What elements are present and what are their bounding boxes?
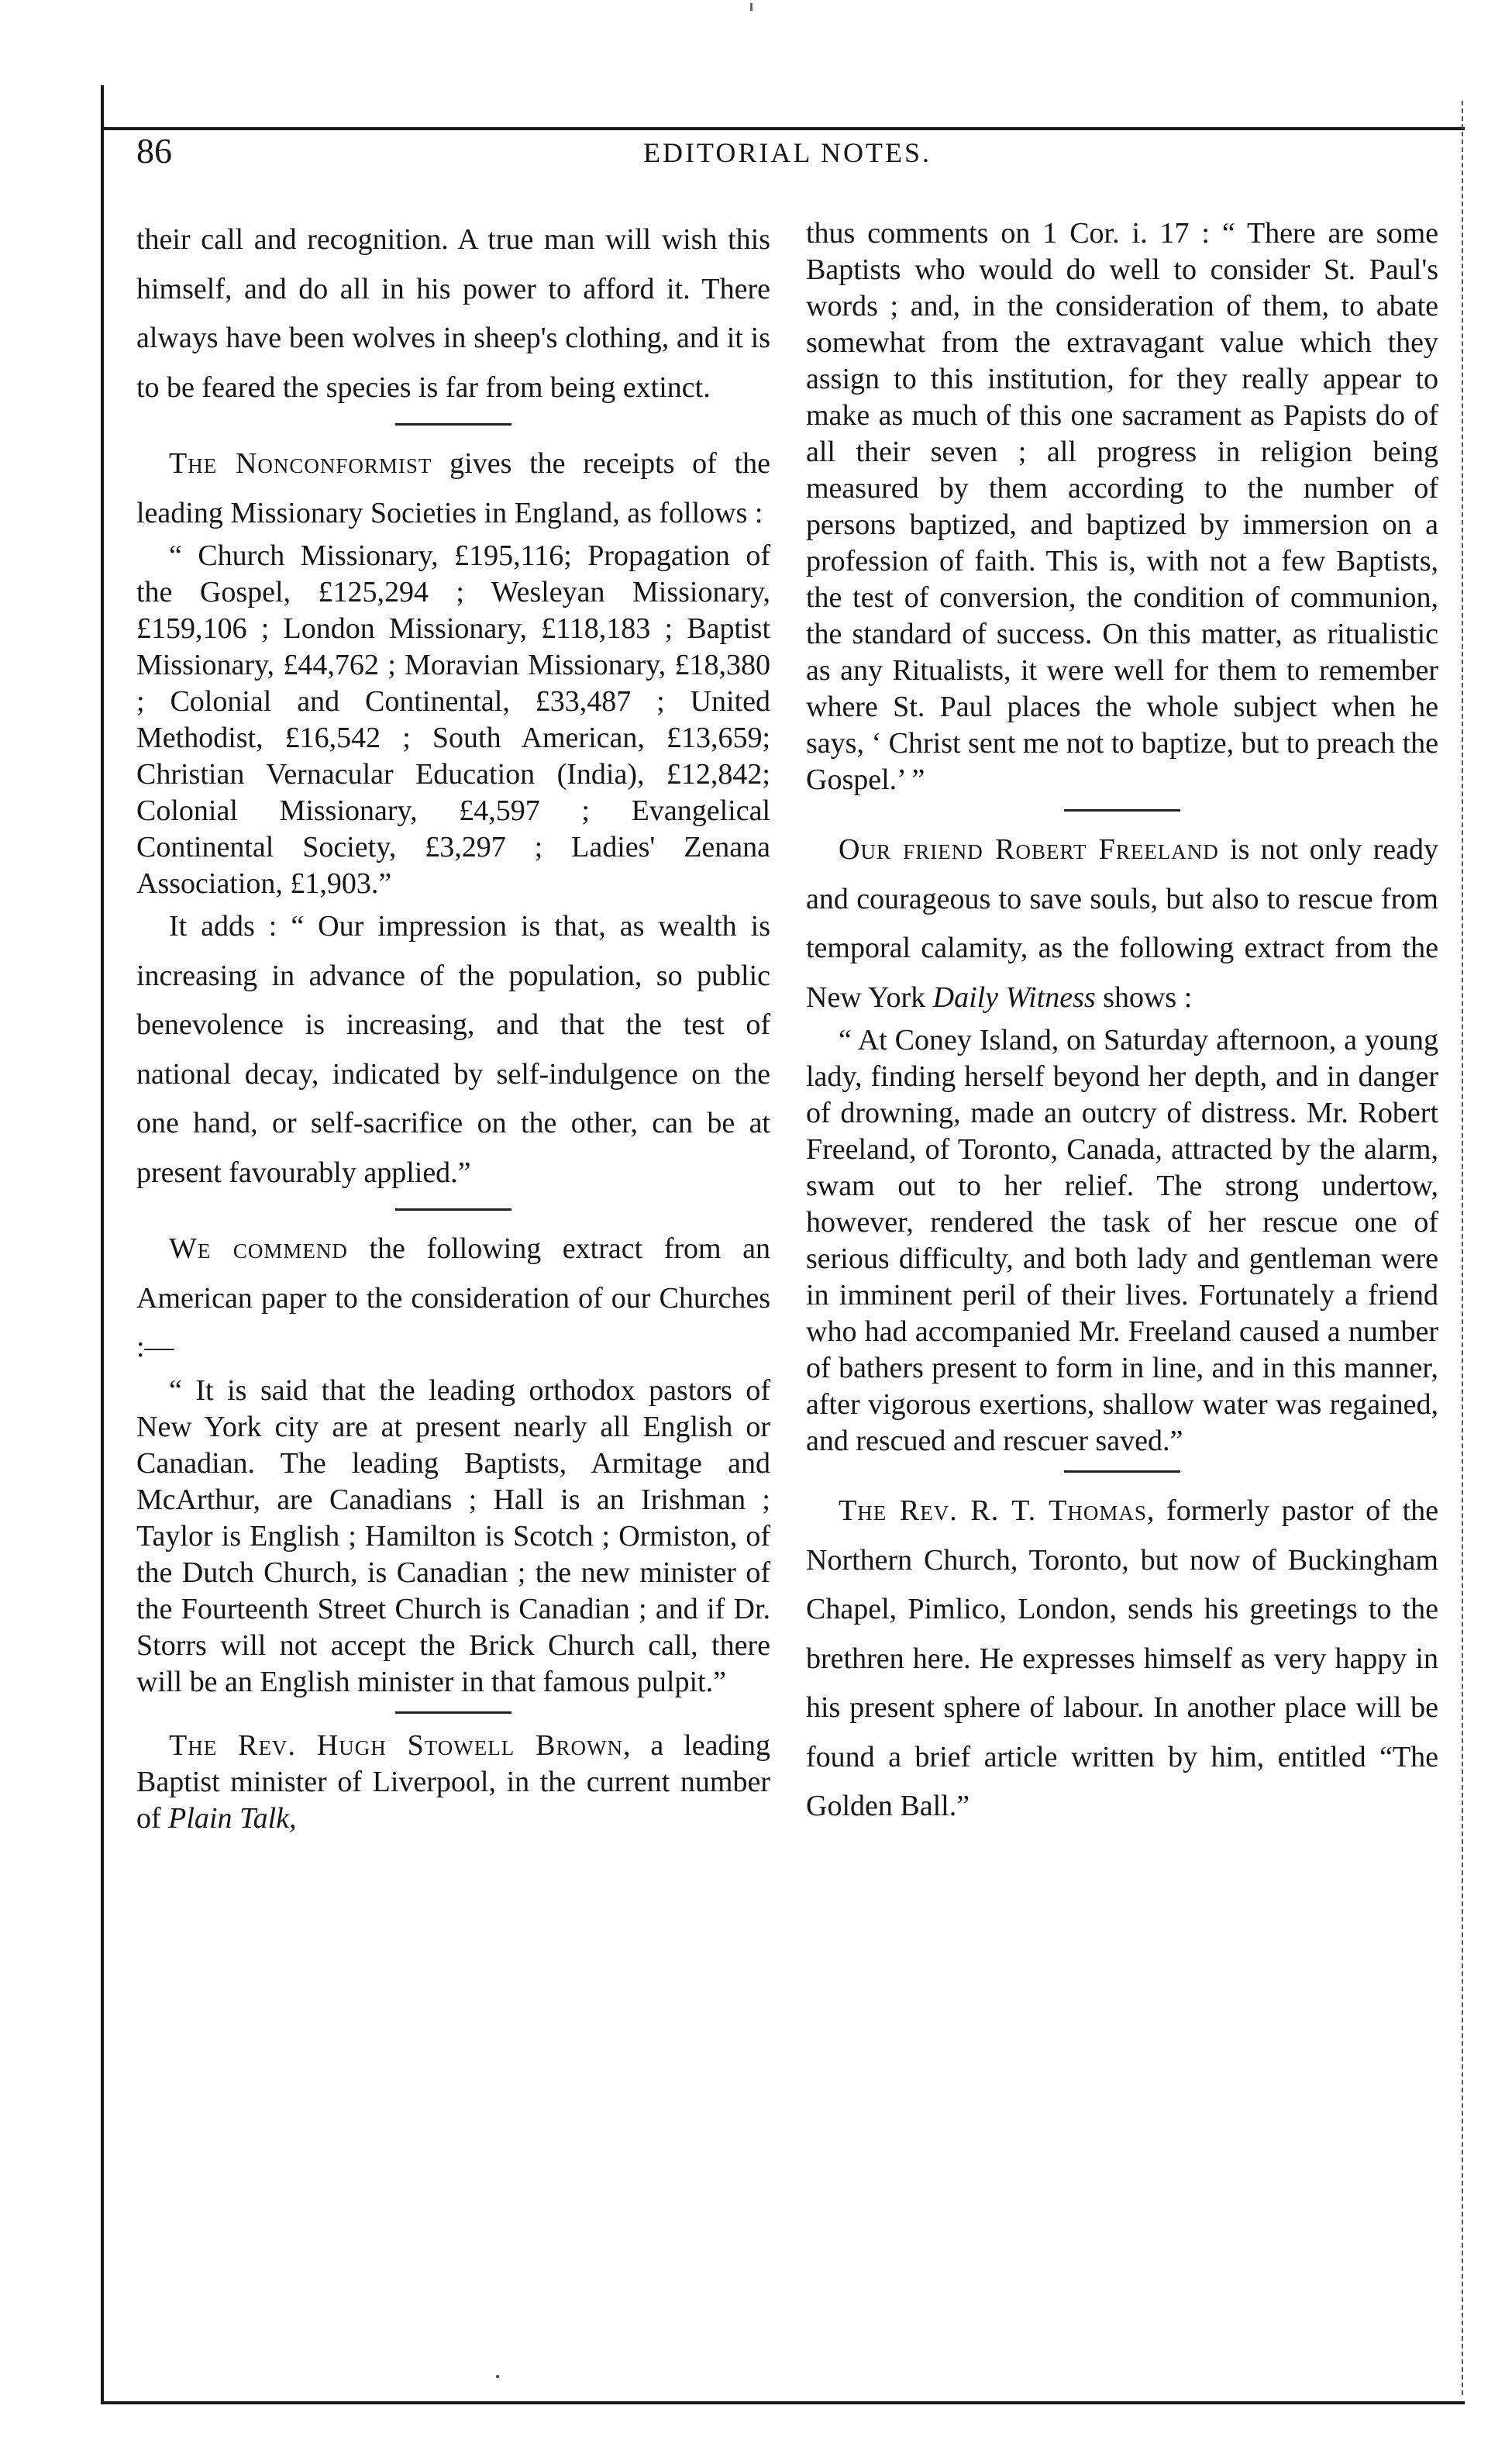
page-frame-right-edge [1462, 101, 1463, 2395]
daily-witness-title: Daily Witness [932, 980, 1096, 1014]
running-head: EDITORIAL NOTES. [643, 137, 932, 168]
page-frame-left-rule [101, 85, 104, 2403]
section-divider [1064, 809, 1180, 812]
left-paragraph-continuation: their call and recognition. A true man will wish this himself, and do all in his power to afford it. There always have been wolves in sheep's clothing, and it is to be feared the species is far from being extinct. [136, 223, 770, 404]
coney-island-quote: “ At Coney Island, on Saturday afternoon, a young lady, finding herself beyond her depth, and in danger of drowning, made an outcry of distress. Mr. Robert Freeland, of Toronto, Canada, attracted by the alarm, swam out to her relief. The strong undertow, however, rendered the task of her rescue one of serious difficulty, and both lady and gentleman were in imminent peril of their lives. Fortunately a friend who had accompanied Mr. Freeland caused a number of bathers present to form in line, and in this manner, after vigorous exertions, shallow water was regained, and rescued and rescuer saved.” [806, 1024, 1438, 1457]
lead-in-we-commend: We commend [169, 1232, 348, 1265]
missionary-receipts-quote: “ Church Missionary, £195,116; Propagation of the Gospel, £125,294 ; Wesleyan Missionary, £159,106 ; London Missionary, £118,183 ; Baptist Missionary, £44,762 ; Moravian Missionary, £18,380 ; Colonial and Continental, £33,487 ; United Methodist, £16,542 ; South American, £13,659; Christian Vernacular Education (India), £12,842; Colonial Missionary, £4,597 ; Evangelical Continental Society, £3,297 ; Ladies' Zenana Association, £1,903.” [136, 539, 770, 900]
commend-paragraph [136, 1225, 770, 1373]
section-divider [395, 1711, 511, 1714]
new-york-pastors-quote: “ It is said that the leading orthodox pastors of New York city are at present nearly all English or Canadian. The leading Baptists, Armitage and McArthur, are Canadians ; Hall is an Irishman ; Taylor is English ; Hamilton is Scotch ; Ormiston, of the Dutch Church, is Canadian ; the new minister of the Fourteenth Street Church is Canadian ; and if Dr. Storrs will not accept the Brick Church call, there will be an English minister in that famous pulpit.” [136, 1373, 770, 1698]
stowell-brown-paragraph [136, 1728, 770, 1837]
lead-in-thomas: The Rev. R. T. Thomas [839, 1494, 1147, 1527]
section-divider [395, 423, 511, 426]
plain-talk-title: Plain Talk, [168, 1801, 297, 1835]
thomas-text: , formerly pastor of the Northern Church, Toronto, but now of Buckingham Chapel, Pimlico, London, sends his greetings to the brethren here. He expresses himself as very happy in his present sphere of labour. In another place will be found a brief article written by him, entitled “The Golden Ball.” [806, 1494, 1438, 1822]
page-number: 86 [136, 131, 172, 171]
page-frame-bottom-rule [101, 2401, 1465, 2404]
corinthians-comment: thus comments on 1 Cor. i. 17 : “ There are some Baptists who would do well to consider St. Paul's words ; and, in the consideration of them, to abate somewhat from the extravagant value which they assign to this institution, for they really appear to make as much of this one sacrament as Papists do of all their seven ; all progress in religion being measured by them according to the number of persons baptized, and baptized by immersion on a profession of faith. This is, with not a few Baptists, the test of conversion, the condition of communion, the standard of success. On this matter, as ritualistic as any Ritualists, it were well for them to remember where St. Paul places the whole subject when he says, ‘ Christ sent me not to baptize, but to preach the Gospel.’ ” [806, 217, 1438, 796]
commend-text: the following extract from an American paper to the consideration of our Churches :— [136, 1232, 771, 1363]
lead-in-stowell-brown: The Rev. Hugh Stowell Brown [169, 1728, 623, 1762]
freeland-text-end: shows : [1095, 980, 1193, 1014]
freeland-paragraph [806, 825, 1438, 1022]
impression-paragraph: It adds : “ Our impression is that, as wealth is increasing in advance of the population, so public benevolence is increasing, and that the test of national decay, indicated by self-indulgence on the one hand, or self-sacrifice on the other, can be at present favourably applied.” [136, 910, 770, 1189]
lead-in-freeland: Our friend Robert Freeland [839, 833, 1219, 866]
nonconformist-paragraph [136, 439, 770, 538]
right-column [806, 215, 1438, 1832]
stowell-brown-text: , a leading Baptist minister of Liverpool, in the current number of [136, 1728, 771, 1835]
freeland-text: is not only ready and courageous to save souls, but also to rescue from temporal calamity, as the following extract from the New York [806, 833, 1438, 1014]
section-divider [1064, 1470, 1180, 1473]
nonconformist-text: gives the receipts of the leading Missionary Societies in England, as follows : [136, 447, 770, 529]
top-tick-mark [750, 3, 753, 11]
footer-dot [496, 2375, 499, 2378]
lead-in-nonconformist: The Nonconformist [169, 447, 432, 480]
left-column [136, 215, 770, 1837]
thomas-paragraph [806, 1487, 1438, 1832]
section-divider [395, 1208, 511, 1211]
page-header [136, 130, 1438, 184]
